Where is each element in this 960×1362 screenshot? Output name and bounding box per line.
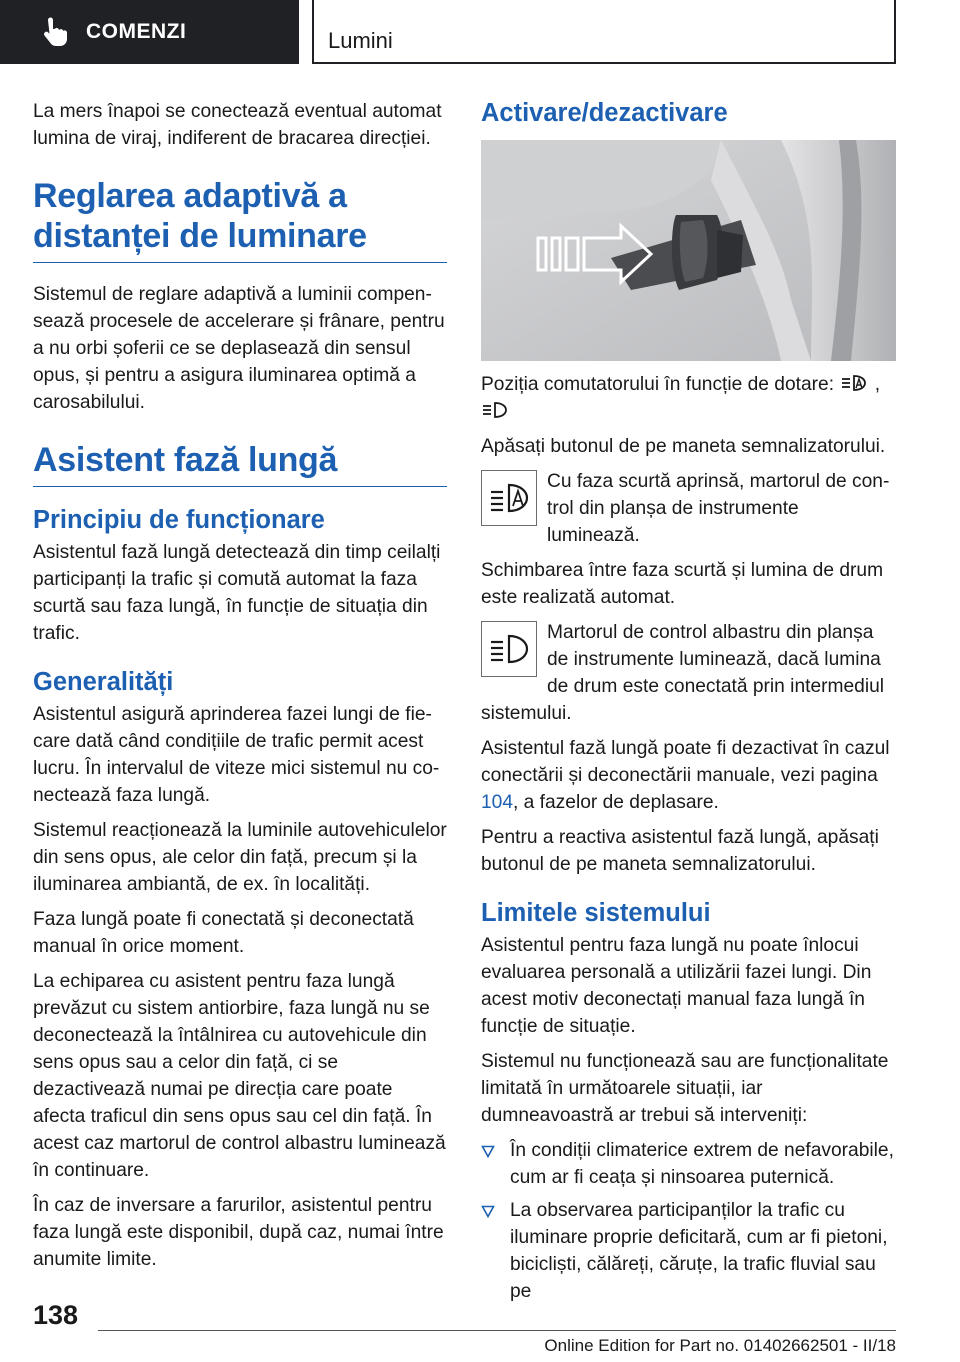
- low-beam-text: Cu faza scurtă aprinsă, martorul de control din planșa de instrumente luminează.: [547, 471, 890, 546]
- general-paragraph-5: În caz de inversare a farurilor, asistentul pentru faza lungă este disponibil, după caz, numai între anumite limite.: [33, 1195, 444, 1270]
- auto-high-beam-icon: [839, 372, 869, 394]
- bullet-text: În condiții climaterice extrem de nefavorabile, cum ar fi ceața și ninsoarea puternică.: [510, 1140, 894, 1188]
- heading-high-beam-assist: Asistent fază lungă: [33, 440, 447, 487]
- general-paragraph-1: Asistentul asigură aprinderea fazei lungi de fiecare dată când condițiile de trafic permit acest lucru. În intervalul de viteze mici sistemul nu conectează faza lungă.: [33, 704, 440, 806]
- footer-divider: [98, 1330, 896, 1331]
- heading-principle: Principiu de funcționare: [33, 506, 325, 534]
- edition-footer: Online Edition for Part no. 01402662501 - II/18: [544, 1336, 896, 1355]
- heading-general: Generalități: [33, 668, 174, 696]
- general-paragraph-3: Faza lungă poate fi conectată și deconectată manual în orice moment.: [33, 909, 414, 957]
- deactivate-text-a: Asistentul fază lungă poate fi dezactivat în cazul conectării și deconectării manuale, vezi pagina: [481, 738, 890, 786]
- switch-paragraph: Schimbarea între faza scurtă și lumina de drum este realizată automat.: [481, 560, 884, 608]
- left-column: [33, 98, 447, 1281]
- heading-limits: Limitele sistemului: [481, 899, 711, 927]
- blue-indicator-block: [481, 619, 896, 727]
- list-item: [481, 1197, 896, 1305]
- heading-activation: Activare/dezactivare: [481, 99, 728, 127]
- position-text: Poziția comutatorului în funcție de dotare:: [481, 374, 835, 395]
- high-beam-symbol-icon: [481, 399, 511, 421]
- topic-box: [312, 0, 896, 64]
- bullet-triangle-icon: [481, 1145, 495, 1158]
- deactivate-paragraph: [481, 735, 896, 816]
- section-tab: [0, 0, 299, 64]
- auto-high-beam-indicator-icon: [481, 470, 537, 526]
- limits-paragraph-2: Sistemul nu funcționează sau are funcționalitate limitată în următoarele situații, iar dumneavoastră ar trebui să interveniți:: [481, 1051, 889, 1126]
- bullet-text: La observarea participanților la trafic cu iluminare proprie deficitară, cum ar fi pietoni, bicicliști, călăreți, căruțe, la trafic fluvial sau pe: [510, 1200, 888, 1302]
- bullet-triangle-icon: [481, 1205, 495, 1218]
- page-reference-link[interactable]: 104: [481, 792, 514, 813]
- press-paragraph: Apăsați butonul de pe maneta semnalizatorului.: [481, 436, 886, 457]
- limits-paragraph-1: Asistentul pentru faza lungă nu poate înlocui evaluarea personală a utilizării fazei lungi. Din acest motiv deconectați manual faza lungă în funcție de situație.: [481, 935, 872, 1037]
- right-column: [481, 98, 896, 1311]
- heading-adaptive-range: Reglarea adaptivă a distanței de luminare: [33, 176, 447, 263]
- intro-paragraph: La mers înapoi se conectează eventual automat lumina de viraj, indiferent de bracarea direcției.: [33, 101, 442, 149]
- low-beam-indicator-block: [481, 468, 896, 549]
- list-item: [481, 1137, 896, 1191]
- principle-paragraph: Asistentul fază lungă detectează din timp ceilalți participanți la trafic și comută automat la faza scurtă sau faza lungă, în funcție de situația din trafic.: [33, 542, 441, 644]
- deactivate-text-b: , a fazelor de deplasare.: [513, 792, 719, 813]
- section-title: COMENZI: [86, 20, 187, 43]
- blue-indicator-text: Martorul de control albastru din planșa de instrumente luminează, dacă lumina de drum este conectată prin intermediul sistemului.: [481, 622, 885, 724]
- adaptive-paragraph: Sistemul de reglare adaptivă a luminii compensează procesele de accelerare și frânare, pentru a nu orbi șoferii ce se deplasează din sensul opus, și pentru a asigura iluminarea optimă a carosabilului.: [33, 284, 445, 413]
- high-beam-indicator-icon: [481, 621, 537, 677]
- topic-title: Lumini: [328, 28, 393, 53]
- general-paragraph-2: Sistemul reacționează la luminile autovehiculelor din sens opus, ale celor din față, precum și la iluminarea ambiantă, de ex. în localități.: [33, 820, 447, 895]
- position-paragraph: [481, 371, 896, 425]
- general-paragraph-4: La echiparea cu asistent pentru faza lungă prevăzut cu sistem antiorbire, faza lungă nu se deconectează la întâlnirea cu autovehicule din sens opus sau a celor din față, ci se dezactivează numai pe direcția care poate afecta traficul din sens opus sau cel din față. În acest caz martorul de control albastru luminează în continuare.: [33, 971, 446, 1181]
- reactivate-paragraph: Pentru a reactiva asistentul fază lungă, apăsați butonul de pe maneta semnalizatorului.: [481, 827, 879, 875]
- stalk-button-photo: [481, 140, 896, 361]
- hand-pointer-icon: [40, 17, 68, 47]
- position-separator: ,: [874, 374, 881, 395]
- page-number: 138: [33, 1300, 79, 1330]
